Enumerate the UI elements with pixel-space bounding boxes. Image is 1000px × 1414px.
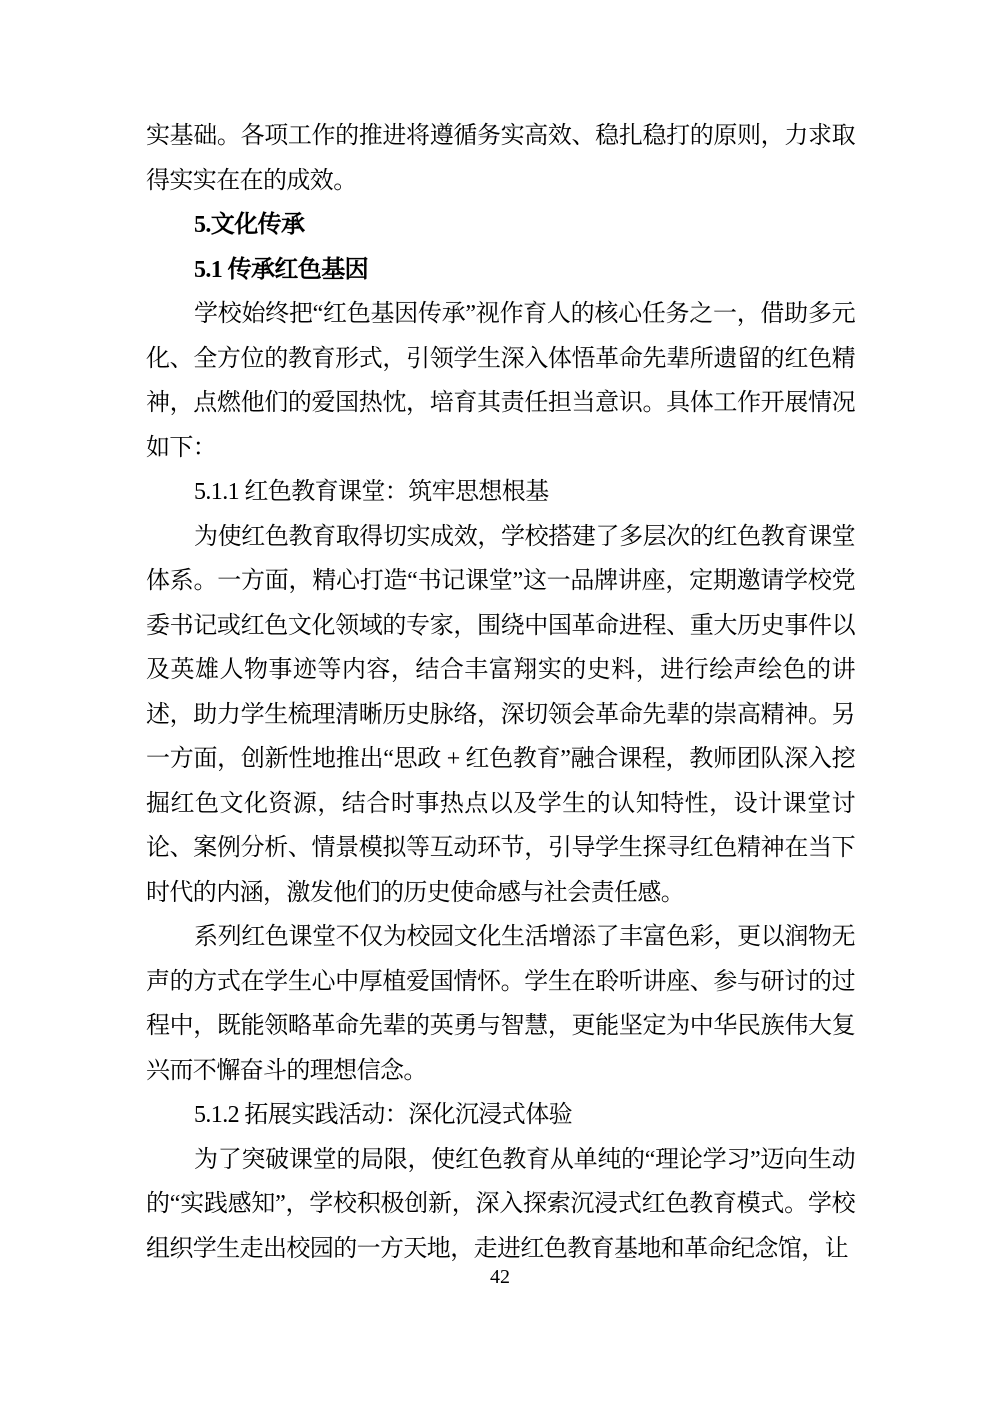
document-content [146,114,855,1271]
heading-culture-heritage: 5.文化传承 [194,212,305,238]
page-number: 42 [490,1266,510,1288]
paragraph-red-gene-intro: 学校始终把“红色基因传承”视作育人的核心任务之一，借助多元化、全方位的教育形式，引领学生深入体悟革命先辈所遗留的红色精神，点燃他们的爱国热忱，培育其责任担当意识。具体工作开展情况如下： [146,301,855,461]
paragraph-continuation: 实基础。各项工作的推进将遵循务实高效、稳扎稳打的原则，力求取得实实在在的成效。 [146,123,855,194]
paragraph-classroom-impact: 系列红色课堂不仅为校园文化生活增添了丰富色彩，更以润物无声的方式在学生心中厚植爱国情怀。学生在聆听讲座、参与研讨的过程中，既能领略革命先辈的英勇与智慧，更能坚定为中华民族伟大复兴而不懈奋斗的理想信念。 [146,924,855,1084]
subheading-red-education-classroom: 5.1.1 红色教育课堂：筑牢思想根基 [194,479,549,505]
heading-red-gene-inheritance: 5.1 传承红色基因 [194,256,368,283]
paragraph-immersive-experience: 为了突破课堂的局限，使红色教育从单纯的“理论学习”迈向生动的“实践感知”，学校积极创新，深入探索沉浸式红色教育模式。学校组织学生走出校园的一方天地，走进红色教育基地和革命纪念馆，让 [146,1146,855,1262]
paragraph-classroom-system: 为使红色教育取得切实成效，学校搭建了多层次的红色教育课堂体系。一方面，精心打造“书记课堂”这一品牌讲座，定期邀请学校党委书记或红色文化领域的专家，围绕中国革命进程、重大历史事件以及英雄人物事迹等内容，结合丰富翔实的史料，进行绘声绘色的讲述，助力学生梳理清晰历史脉络，深切领会革命先辈的崇高精神。另一方面，创新性地推出“思政 + 红色教育”融合课程，教师团队深入挖掘红色文化资源，结合时事热点以及学生的认知特性，设计课堂讨论、案例分析、情景模拟等互动环节，引导学生探寻红色精神在当下时代的内涵，激发他们的历史使命感与社会责任感。 [146,523,855,906]
subheading-practice-activities: 5.1.2 拓展实践活动：深化沉浸式体验 [194,1102,572,1128]
